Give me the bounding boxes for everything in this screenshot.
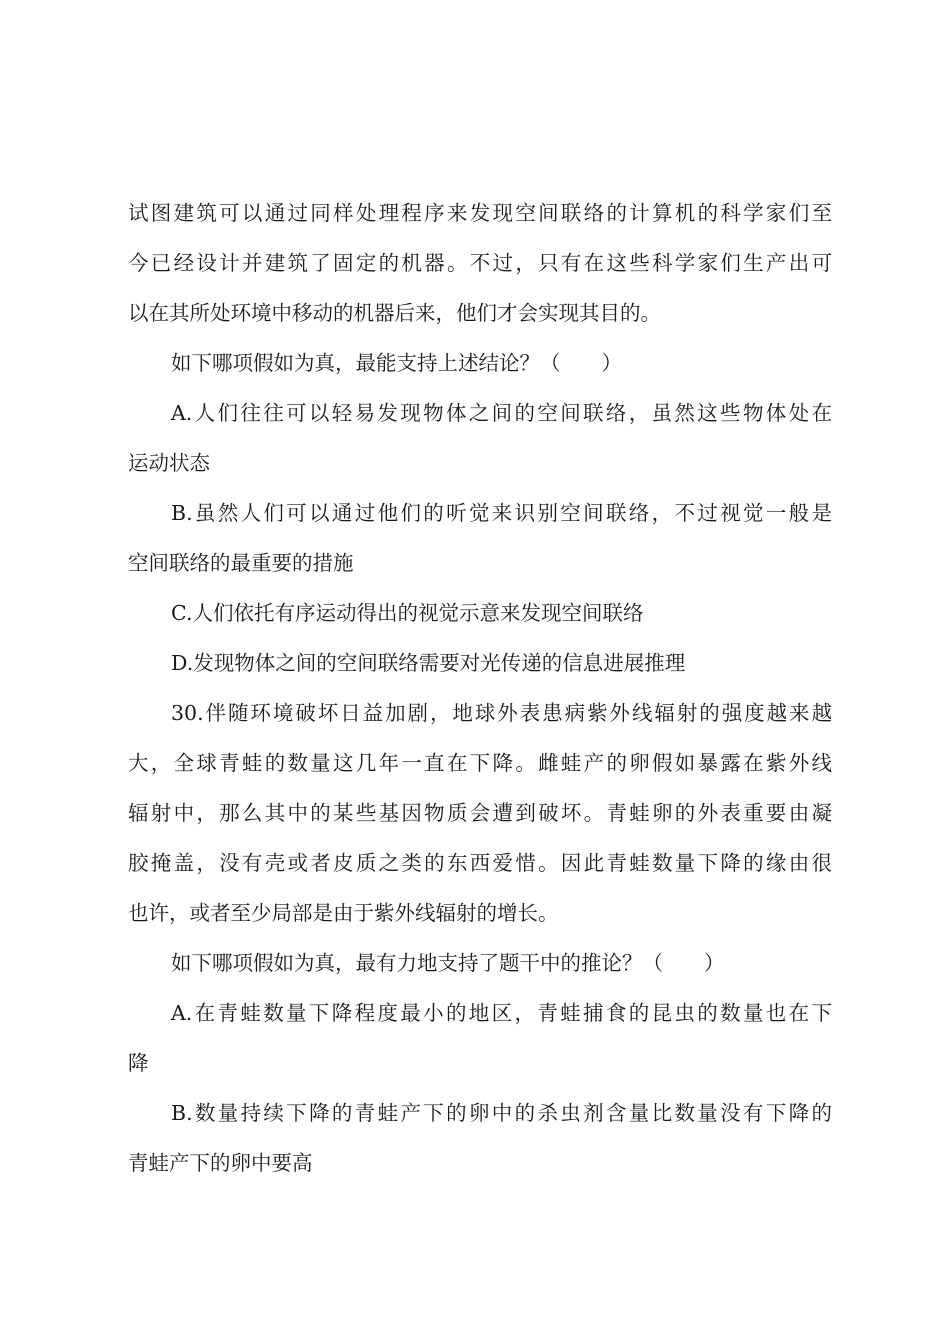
option-c-29: C.人们依托有序运动得出的视觉示意来发现空间联络	[171, 601, 644, 625]
passage-line-1: 试图建筑可以通过同样处理程序来发现空间联络的计算机的科学家们至	[128, 201, 832, 225]
option-b-30-line-1: B.数量持续下降的青蛙产下的卵中的杀虫剂含量比数量没有下降的	[171, 1101, 832, 1125]
question-30-line-4: 胶掩盖，没有壳或者皮质之类的东西爱惜。因此青蛙数量下降的缘由很	[128, 851, 832, 875]
option-a-29-line-2: 运动状态	[128, 451, 210, 475]
question-30-line-2: 大，全球青蛙的数量这几年一直在下降。雌蛙产的卵假如暴露在紫外线	[128, 751, 832, 775]
question-30-line-3: 辐射中，那么其中的某些基因物质会遭到破坏。青蛙卵的外表重要由凝	[128, 801, 832, 825]
question-30-line-5: 也许，或者至少局部是由于紫外线辐射的增长。	[128, 901, 559, 925]
option-a-30-line-2: 降	[128, 1051, 149, 1075]
question-stem-29: 如下哪项假如为真，最能支持上述结论？（ ）	[171, 351, 622, 375]
passage-line-3: 以在其所处环境中移动的机器后来，他们才会实现其目的。	[128, 301, 661, 325]
question-30-line-1: 30.伴随环境破坏日益加剧，地球外表患病紫外线辐射的强度越来越	[171, 701, 832, 725]
option-a-30-line-1: A.在青蛙数量下降程度最小的地区，青蛙捕食的昆虫的数量也在下	[171, 1001, 832, 1025]
option-b-29-line-1: B.虽然人们可以通过他们的听觉来识别空间联络，不过视觉一般是	[171, 501, 832, 525]
question-stem-30: 如下哪项假如为真，最有力地支持了题干中的推论？（ ）	[171, 951, 725, 975]
option-d-29: D.发现物体之间的空间联络需要对光传递的信息进展推理	[171, 651, 686, 675]
option-b-30-line-2: 青蛙产下的卵中要高	[128, 1151, 313, 1175]
option-a-29-line-1: A.人们往往可以轻易发现物体之间的空间联络，虽然这些物体处在	[171, 401, 832, 425]
passage-line-2: 今已经设计并建筑了固定的机器。不过，只有在这些科学家们生产出可	[128, 251, 832, 275]
option-b-29-line-2: 空间联络的最重要的措施	[128, 551, 354, 575]
document-page	[128, 188, 832, 1188]
